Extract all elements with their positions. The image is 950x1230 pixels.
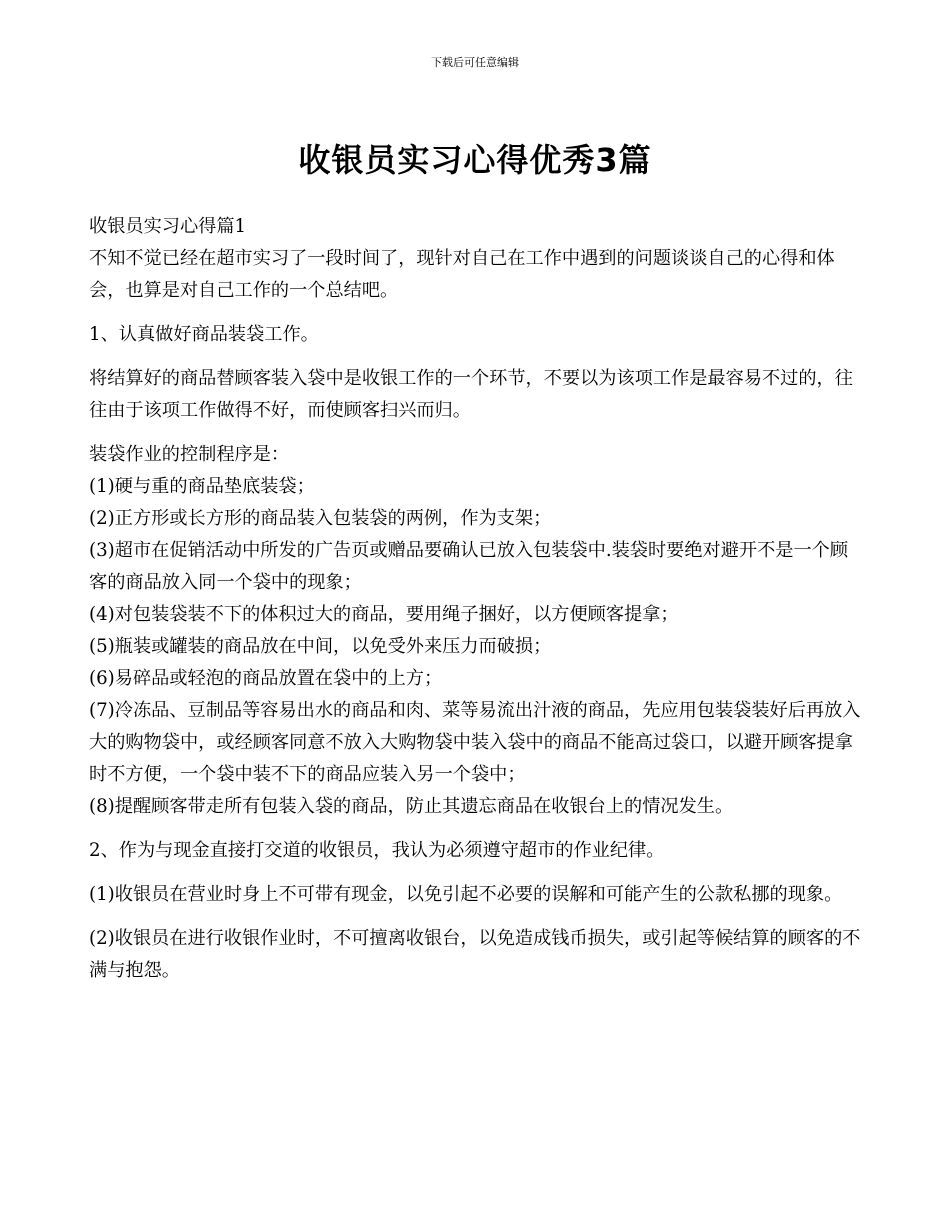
procedure-item: (2)正方形或长方形的商品装入包装袋的两例，作为支架；: [89, 508, 552, 529]
procedure-item: (8)提醒顾客带走所有包装入袋的商品，防止其遗忘商品在收银台上的情况发生。: [89, 796, 734, 817]
procedure-item: (5)瓶装或罐装的商品放在中间，以免受外来压力而破损；: [89, 636, 552, 657]
document-title: 收银员实习心得优秀3篇: [298, 141, 652, 179]
header-note: 下载后可任意编辑: [431, 56, 519, 69]
document-body: [89, 211, 861, 987]
procedure-item: (6)易碎品或轻泡的商品放置在袋中的上方；: [89, 668, 443, 689]
discipline-item: (1)收银员在营业时身上不可带有现金，以免引起不必要的误解和可能产生的公款私挪的现象。: [89, 884, 843, 905]
discipline-item: (2)收银员在进行收银作业时，不可擅离收银台，以免造成钱币损失，或引起等候结算的顾客的不满与抱怨。: [89, 928, 861, 981]
procedure-item: (7)冷冻品、豆制品等容易出水的商品和肉、菜等易流出汁液的商品，先应用包装袋装好后再放入大的购物袋中，或经顾客同意不放入大购物袋中装入袋中的商品不能高过袋口，以避开顾客提拿时不方便，一个袋中装不下的商品应装入另一个袋中；: [89, 700, 861, 785]
point-heading-1: 1、认真做好商品装袋工作。: [89, 324, 319, 345]
section-heading: 收银员实习心得篇1: [89, 216, 247, 237]
paragraph-packing: 将结算好的商品替顾客装入袋中是收银工作的一个环节，不要以为该项工作是最容易不过的，往往由于该项工作做得不好，而使顾客扫兴而归。: [89, 368, 853, 421]
paragraph-intro: 不知不觉已经在超市实习了一段时间了，现针对自己在工作中遇到的问题谈谈自己的心得和体会，也算是对自己工作的一个总结吧。: [89, 248, 835, 301]
procedure-item: (4)对包装袋装不下的体积过大的商品，要用绳子捆好，以方便顾客提拿；: [89, 604, 679, 625]
procedure-item: (3)超市在促销活动中所发的广告页或赠品要确认已放入包装袋中.装袋时要绝对避开不是一个顾客的商品放入同一个袋中的现象；: [89, 540, 849, 593]
point-heading-2: 2、作为与现金直接打交道的收银员，我认为必须遵守超市的作业纪律。: [89, 840, 665, 861]
procedure-item: (1)硬与重的商品垫底装袋；: [89, 476, 315, 497]
procedure-heading: 装袋作业的控制程序是：: [89, 444, 290, 465]
